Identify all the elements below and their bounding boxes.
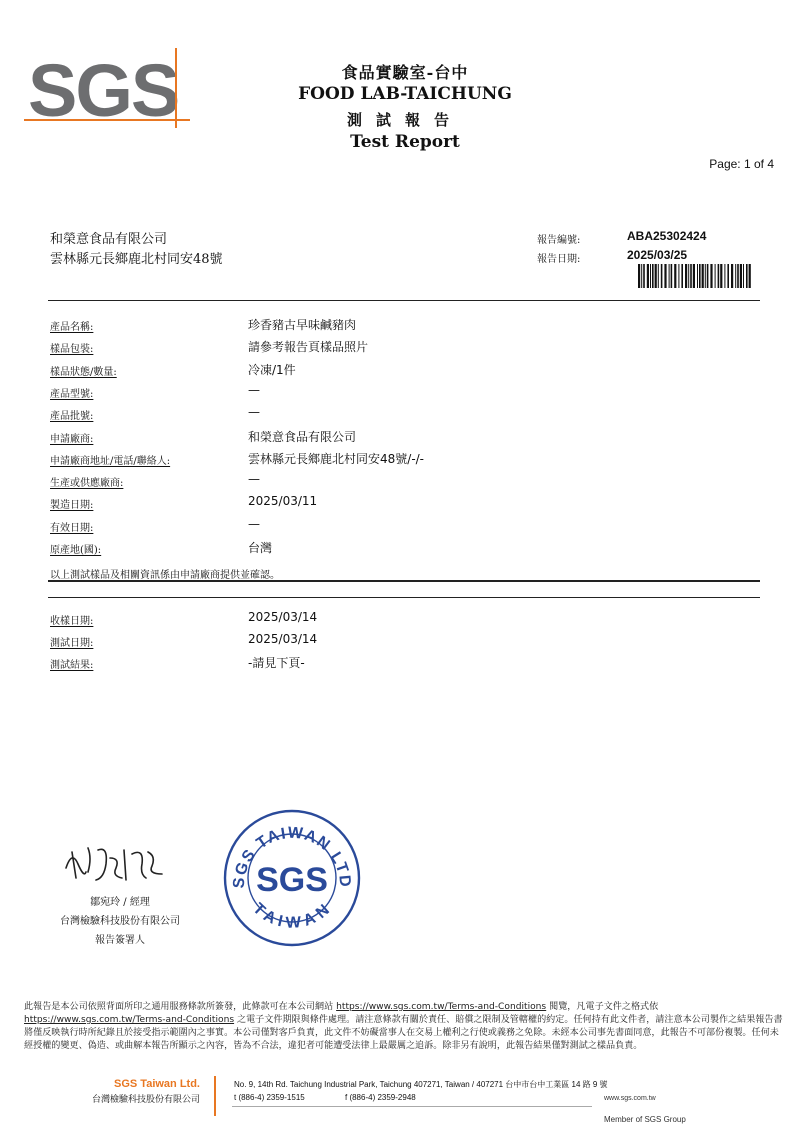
sgs-taiwan-seal: [222, 808, 362, 948]
test-field-label: 測試日期:: [50, 638, 94, 649]
field-value: 珍香豬古早味鹹豬肉: [248, 318, 357, 332]
info-note: 以上測試樣品及相關資訊係由申請廠商提供並確認。: [50, 570, 280, 581]
field-label: 樣品狀態/數量:: [50, 366, 117, 378]
report-no-value: ABA25302424: [627, 229, 707, 243]
footer-member: Member of SGS Group: [604, 1115, 686, 1124]
field-value: —: [248, 382, 260, 397]
test-field-value: 2025/03/14: [248, 632, 318, 646]
terms-link-1[interactable]: https://www.sgs.com.tw/Terms-and-Conditions: [336, 1002, 547, 1012]
svg-text:TAIWAN: [249, 900, 334, 932]
disclaimer-part-2: 閱覽，凡電子文件之格式依: [549, 1002, 659, 1012]
footer-fax: f (886-4) 2359-2948: [345, 1093, 416, 1102]
field-label: 產品名稱:: [50, 322, 94, 333]
divider-mid2: [48, 597, 760, 598]
footer-rule: [232, 1106, 592, 1107]
divider-mid: [48, 580, 760, 582]
footer-address: No. 9, 14th Rd. Taichung Industrial Park, Taichung 407271, Taiwan / 407271 台中市台中工業區 14 路 9 號: [234, 1080, 608, 1089]
report-title-zh: 測試報告: [346, 111, 463, 129]
legal-disclaimer: [24, 1001, 784, 1053]
company-address: 雲林縣元長鄉鹿北村同安48號: [50, 252, 223, 267]
signer-role: 報告簽署人: [95, 935, 145, 946]
field-label: 原產地(國):: [50, 545, 102, 556]
barcode: [638, 264, 751, 288]
field-label: 製造日期:: [50, 500, 94, 512]
field-value: 2025/03/11: [248, 494, 318, 509]
field-value: —: [248, 405, 260, 420]
test-field-value: 2025/03/14: [248, 610, 318, 624]
report-no-label: 報告編號:: [537, 235, 581, 246]
field-label: 生產或供應廠商:: [50, 478, 124, 490]
seal-bottom-text: TAIWAN: [249, 900, 335, 932]
signer-company: 台灣檢驗科技股份有限公司: [60, 916, 180, 927]
field-value: 雲林縣元長鄉鹿北村同安48號/-/-: [248, 451, 425, 466]
lab-title-zh: 食品實驗室-台中: [341, 63, 469, 82]
field-value: —: [248, 516, 260, 531]
field-label: 申請廠商:: [50, 433, 94, 445]
report-title-en: Test Report: [350, 132, 460, 152]
seal-center-text: SGS: [256, 861, 328, 899]
footer-company-zh: 台灣檢驗科技股份有限公司: [91, 1095, 200, 1105]
report-date-label: 報告日期:: [537, 254, 581, 265]
seal-top-text: SGS TAIWAN LTD: [230, 824, 354, 889]
test-field-label: 收樣日期:: [50, 616, 94, 627]
test-field-value: -請見下頁-: [248, 656, 305, 670]
test-field-label: 測試結果:: [50, 660, 94, 671]
footer-company-en: SGS Taiwan Ltd.: [114, 1078, 200, 1090]
field-value: 冷凍/1件: [248, 362, 296, 377]
sgs-logo: [22, 40, 192, 132]
divider-top: [48, 300, 760, 301]
field-label: 申請廠商地址/電話/聯絡人:: [50, 455, 171, 467]
field-label: 有效日期:: [50, 522, 94, 534]
footer-divider: [214, 1076, 216, 1116]
disclaimer-part-3: 之電子文件期限與條件處理。請注意條款有關於責任、賠償之限制及管轄權的約定。任何持有此文件者，請注意本公司製作之結果報告書將僅反映執行時所紀錄且於接受指示範圍內之事實。本公司僅對客戶負責，此文件不妨礙當事人在交易上權利之行使或義務之免除。未經本公司事先書面同意，此報告不可部份複製。任何未經授權的變更、偽造、或曲解本報告所顯示之內容，皆為不合法，違犯者可能遭受法律上最嚴厲之追訴。除非另有說明，此報告結果僅對測試之樣品負責。: [24, 1015, 783, 1051]
lab-title-en: FOOD LAB-TAICHUNG: [298, 84, 512, 104]
disclaimer-part-1: 此報告是本公司依照背面所印之通用服務條款所簽發，此條款可在本公司網站: [24, 1002, 334, 1012]
report-date-value: 2025/03/25: [627, 248, 688, 262]
terms-link-2[interactable]: https://www.sgs.com.tw/Terms-and-Conditions: [24, 1015, 235, 1025]
field-label: 產品型號:: [50, 388, 94, 400]
field-label: 產品批號:: [50, 411, 94, 423]
sgs-logo-text: SGS: [28, 49, 179, 132]
signer-name-title: 鄒宛玲 / 經理: [90, 897, 150, 908]
field-label: 樣品包裝:: [50, 344, 94, 356]
page-number: Page: 1 of 4: [709, 157, 774, 171]
field-value: 和榮意食品有限公司: [248, 429, 357, 444]
footer-website[interactable]: www.sgs.com.tw: [604, 1095, 656, 1102]
footer-tel: t (886-4) 2359-1515: [234, 1093, 305, 1102]
field-value: 請參考報告頁樣品照片: [248, 340, 369, 355]
handwritten-signature: [58, 838, 168, 886]
field-value: 台灣: [248, 541, 273, 555]
company-name: 和榮意食品有限公司: [50, 232, 168, 247]
field-value: —: [248, 472, 260, 487]
